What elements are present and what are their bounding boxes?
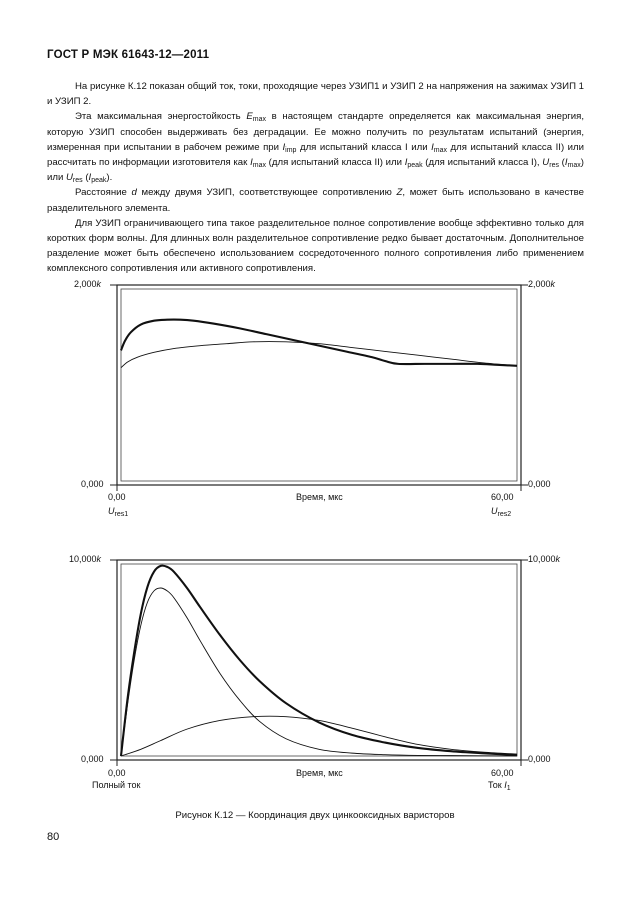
chart-1-ures2-label: $U_{res2}$	[491, 506, 512, 518]
chart-2-ylabel-top-right: 10,000k	[528, 554, 561, 564]
paragraph-3: Расстояние d между двумя УЗИП, соответствующее сопротивлению Z, может быть использовано в качестве разделительного элемента.	[47, 187, 584, 214]
chart-1-xlabel-right: 60,00	[491, 492, 514, 502]
chart-1-ylabel-bottom-left: 0,000	[81, 479, 104, 489]
body-text	[47, 79, 584, 277]
chart-1-frame-inner	[121, 289, 517, 481]
chart-2-svg	[0, 555, 630, 775]
chart-1-frame-outer	[117, 285, 521, 485]
chart-2-series-line-2	[121, 588, 517, 756]
chart-2-xaxis-title: Время, мкс	[296, 768, 343, 778]
chart-2-frame-outer	[117, 560, 521, 760]
paragraph-1: На рисунке К.12 показан общий ток, токи, проходящие через УЗИП1 и УЗИП 2 на напряжения на зажимах УЗИП 1 и УЗИП 2.	[47, 81, 584, 108]
chart-2-xlabel-left: 0,00	[108, 768, 126, 778]
chart-2-total-current-label: Полный ток	[92, 780, 141, 790]
chart-1-ylabel-bottom-right: 0,000	[528, 479, 551, 489]
chart-1-ylabel-top-right: 2,000k	[528, 279, 556, 289]
chart-1-series-layer	[121, 320, 517, 368]
chart-1-series-line-1	[121, 320, 517, 366]
chart-1-ures1-label: $U_{res1}$	[108, 506, 129, 518]
chart-2-series-line-1	[121, 566, 517, 756]
document-header: ГОСТ Р МЭК 61643-12—2011	[47, 49, 210, 61]
chart-2-ylabel-bottom-left: 0,000	[81, 754, 104, 764]
chart-1-ylabel-top-left: 2,000k	[74, 279, 102, 289]
chart-2-ylabel-bottom-right: 0,000	[528, 754, 551, 764]
chart-2-current-i1-label: Ток $I_1$	[488, 780, 511, 792]
figure-caption: Рисунок К.12 — Координация двух цинкооксидных варисторов	[175, 810, 455, 821]
chart-1-xlabel-left: 0,00	[108, 492, 126, 502]
chart-2-series-layer	[121, 566, 517, 756]
chart-1-xaxis-title: Время, мкс	[296, 492, 343, 502]
chart-2-frame-inner	[121, 564, 517, 756]
paragraph-4: Для УЗИП ограничивающего типа такое разделительное полное сопротивление вообще эффективно только для коротких форм волны. Для длинных волн разделительное сопротивление редко бывает достаточным. Дополнительное разделение может быть обеспечено использованием сосредоточенного полного сопротивления либо применением комплексного сопротивления или активного сопротивления.	[47, 217, 584, 275]
paragraph-2: Эта максимальная энергостойкость $E_{max}$ в настоящем стандарте определяется как максимальная энергия, которую УЗИП способен выдерживать без деградации. Ее можно получить по результатам испытаний (энергия, измеренная при испытании в рабочем режиме при $I_{imp}$ для испытаний класса I или $I_{max}$ для испытаний класса II) или рассчитать по информации изготовителя как $I_{max}$ (для испытаний класса II) или $I_{peak}$ (для испытаний класса I), $U_{res}$ $(I_{max})$ или $U_{res}$ $(I_{peak})$.	[47, 111, 585, 185]
page-number: 80	[47, 831, 60, 843]
chart-2-xlabel-right: 60,00	[491, 768, 514, 778]
chart-2-ylabel-top-left: 10,000k	[69, 554, 102, 564]
